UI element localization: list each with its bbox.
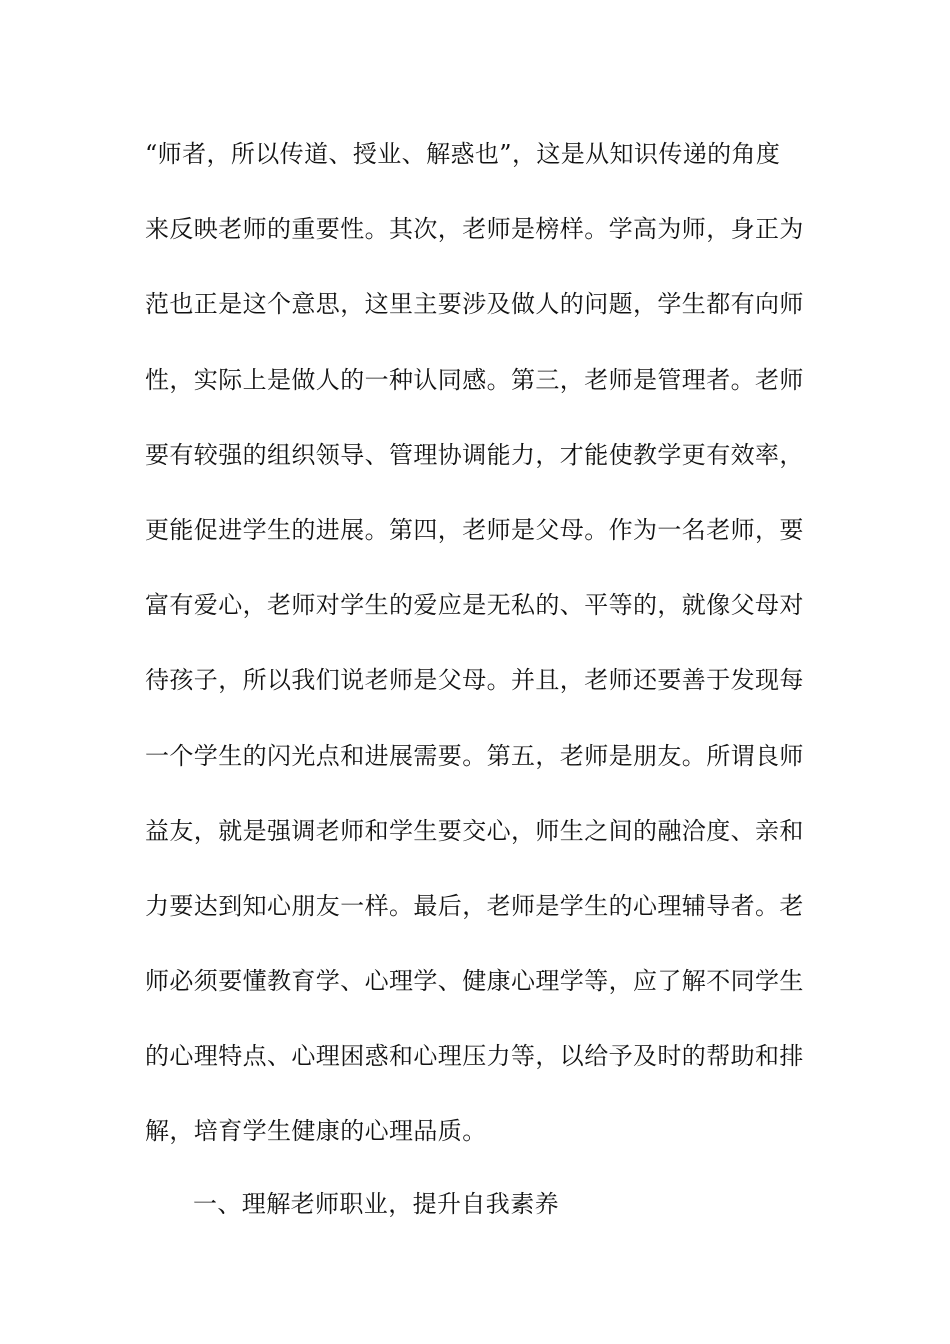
paragraph-line: 来反映老师的重要性。其次，老师是榜样。学高为师，身正为 (145, 215, 804, 244)
paragraph-line: 益友，就是强调老师和学生要交心，师生之间的融洽度、亲和 (145, 816, 804, 845)
paragraph-line: “师者，所以传道、授业、解惑也”，这是从知识传递的角度 (145, 140, 781, 168)
paragraph-line: 一个学生的闪光点和进展需要。第五，老师是朋友。所谓良师 (145, 741, 804, 770)
paragraph-line: 性，实际上是做人的一种认同感。第三，老师是管理者。老师 (145, 365, 804, 394)
paragraph-line: 的心理特点、心理困惑和心理压力等，以给予及时的帮助和排 (145, 1042, 804, 1071)
body-paragraph (145, 130, 815, 1183)
section-heading: 一、理解老师职业，提升自我素养 (193, 1190, 559, 1218)
paragraph-line: 师必须要懂教育学、心理学、健康心理学等，应了解不同学生 (145, 967, 804, 996)
paragraph-line: 富有爱心，老师对学生的爱应是无私的、平等的，就像父母对 (145, 591, 804, 620)
paragraph-line: 范也正是这个意思，这里主要涉及做人的问题，学生都有向师 (145, 290, 804, 319)
paragraph-line: 待孩子，所以我们说老师是父母。并且，老师还要善于发现每 (145, 666, 804, 695)
paragraph-line: 更能促进学生的进展。第四，老师是父母。作为一名老师，要 (145, 515, 804, 544)
paragraph-line: 力要达到知心朋友一样。最后，老师是学生的心理辅导者。老 (145, 891, 804, 920)
paragraph-line: 解，培育学生健康的心理品质。 (145, 1117, 487, 1146)
paragraph-line: 要有较强的组织领导、管理协调能力，才能使教学更有效率， (145, 440, 804, 469)
